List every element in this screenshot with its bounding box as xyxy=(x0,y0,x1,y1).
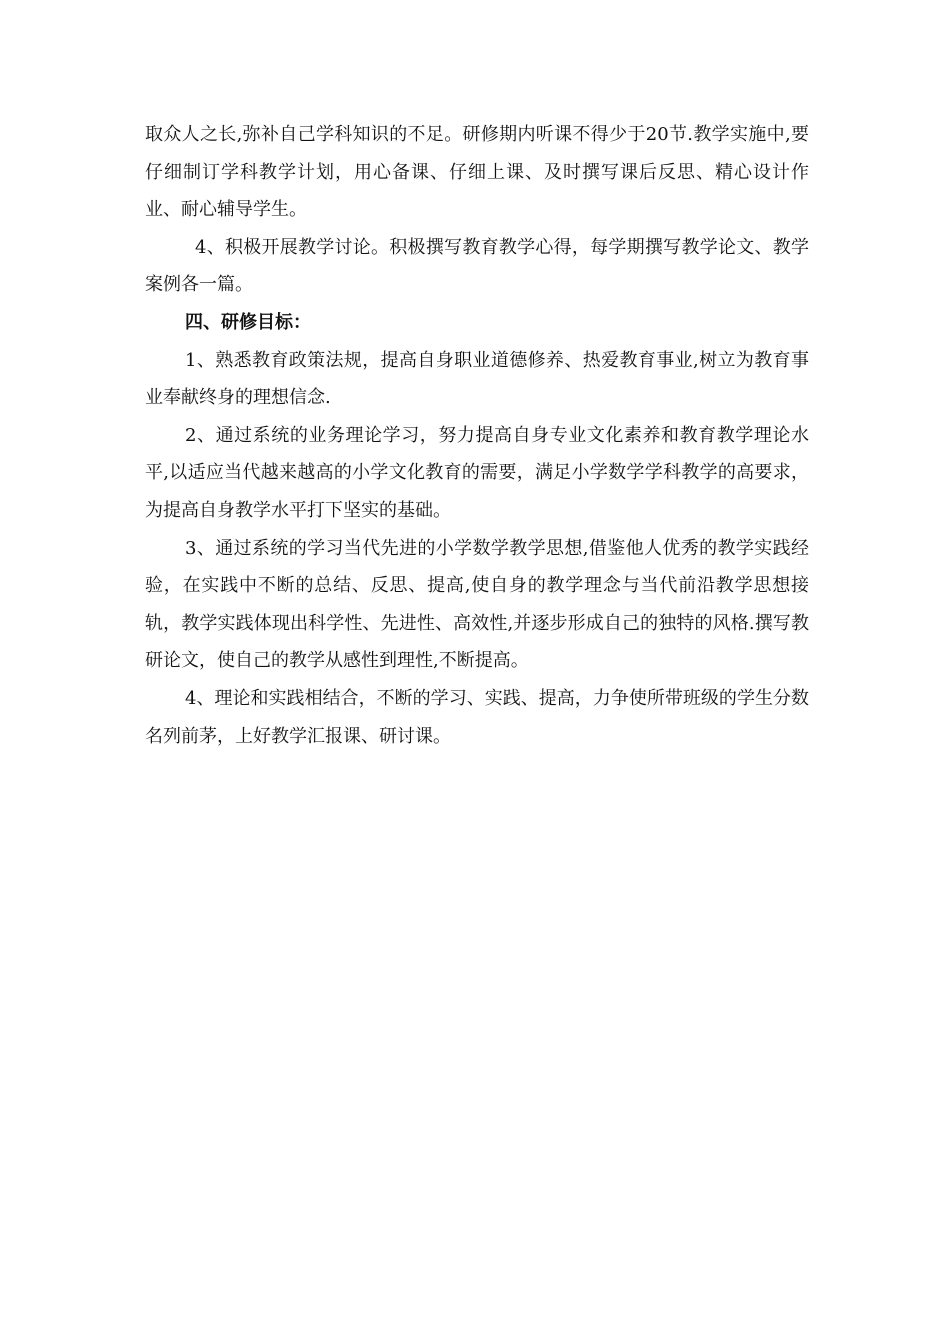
measure-item-4: 4、积极开展教学讨论。积极撰写教育教学心得，每学期撰写教学论文、教学案例各一篇。 xyxy=(145,236,809,296)
section-heading-goals: 四、研修目标： xyxy=(185,311,311,333)
goal-item-4: 4、理论和实践相结合，不断的学习、实践、提高，力争使所带班级的学生分数名列前茅，上好教学汇报课、研讨课。 xyxy=(145,687,809,747)
continuation-paragraph: 取众人之长,弥补自己学科知识的不足。研修期内听课不得少于20节.教学实施中,要仔细制订学科教学计划，用心备课、仔细上课、及时撰写课后反思、精心设计作业、耐心辅导学生。 xyxy=(145,124,809,221)
goal-item-2: 2、通过系统的业务理论学习，努力提高自身专业文化素养和教育教学理论水平,以适应当代越来越高的小学文化教育的需要，满足小学数学学科教学的高要求，为提高自身教学水平打下坚实的基础。 xyxy=(145,424,809,521)
goal-item-3: 3、通过系统的学习当代先进的小学数学教学思想,借鉴他人优秀的教学实践经验，在实践中不断的总结、反思、提高,使自身的教学理念与当代前沿教学思想接轨，教学实践体现出科学性、先进性、高效性,并逐步形成自己的独特的风格.撰写教研论文，使自己的教学从感性到理性,不断提高。 xyxy=(145,537,809,672)
document-page xyxy=(145,116,809,755)
goal-item-1: 1、熟悉教育政策法规，提高自身职业道德修养、热爱教育事业,树立为教育事业奉献终身的理想信念. xyxy=(145,349,809,409)
